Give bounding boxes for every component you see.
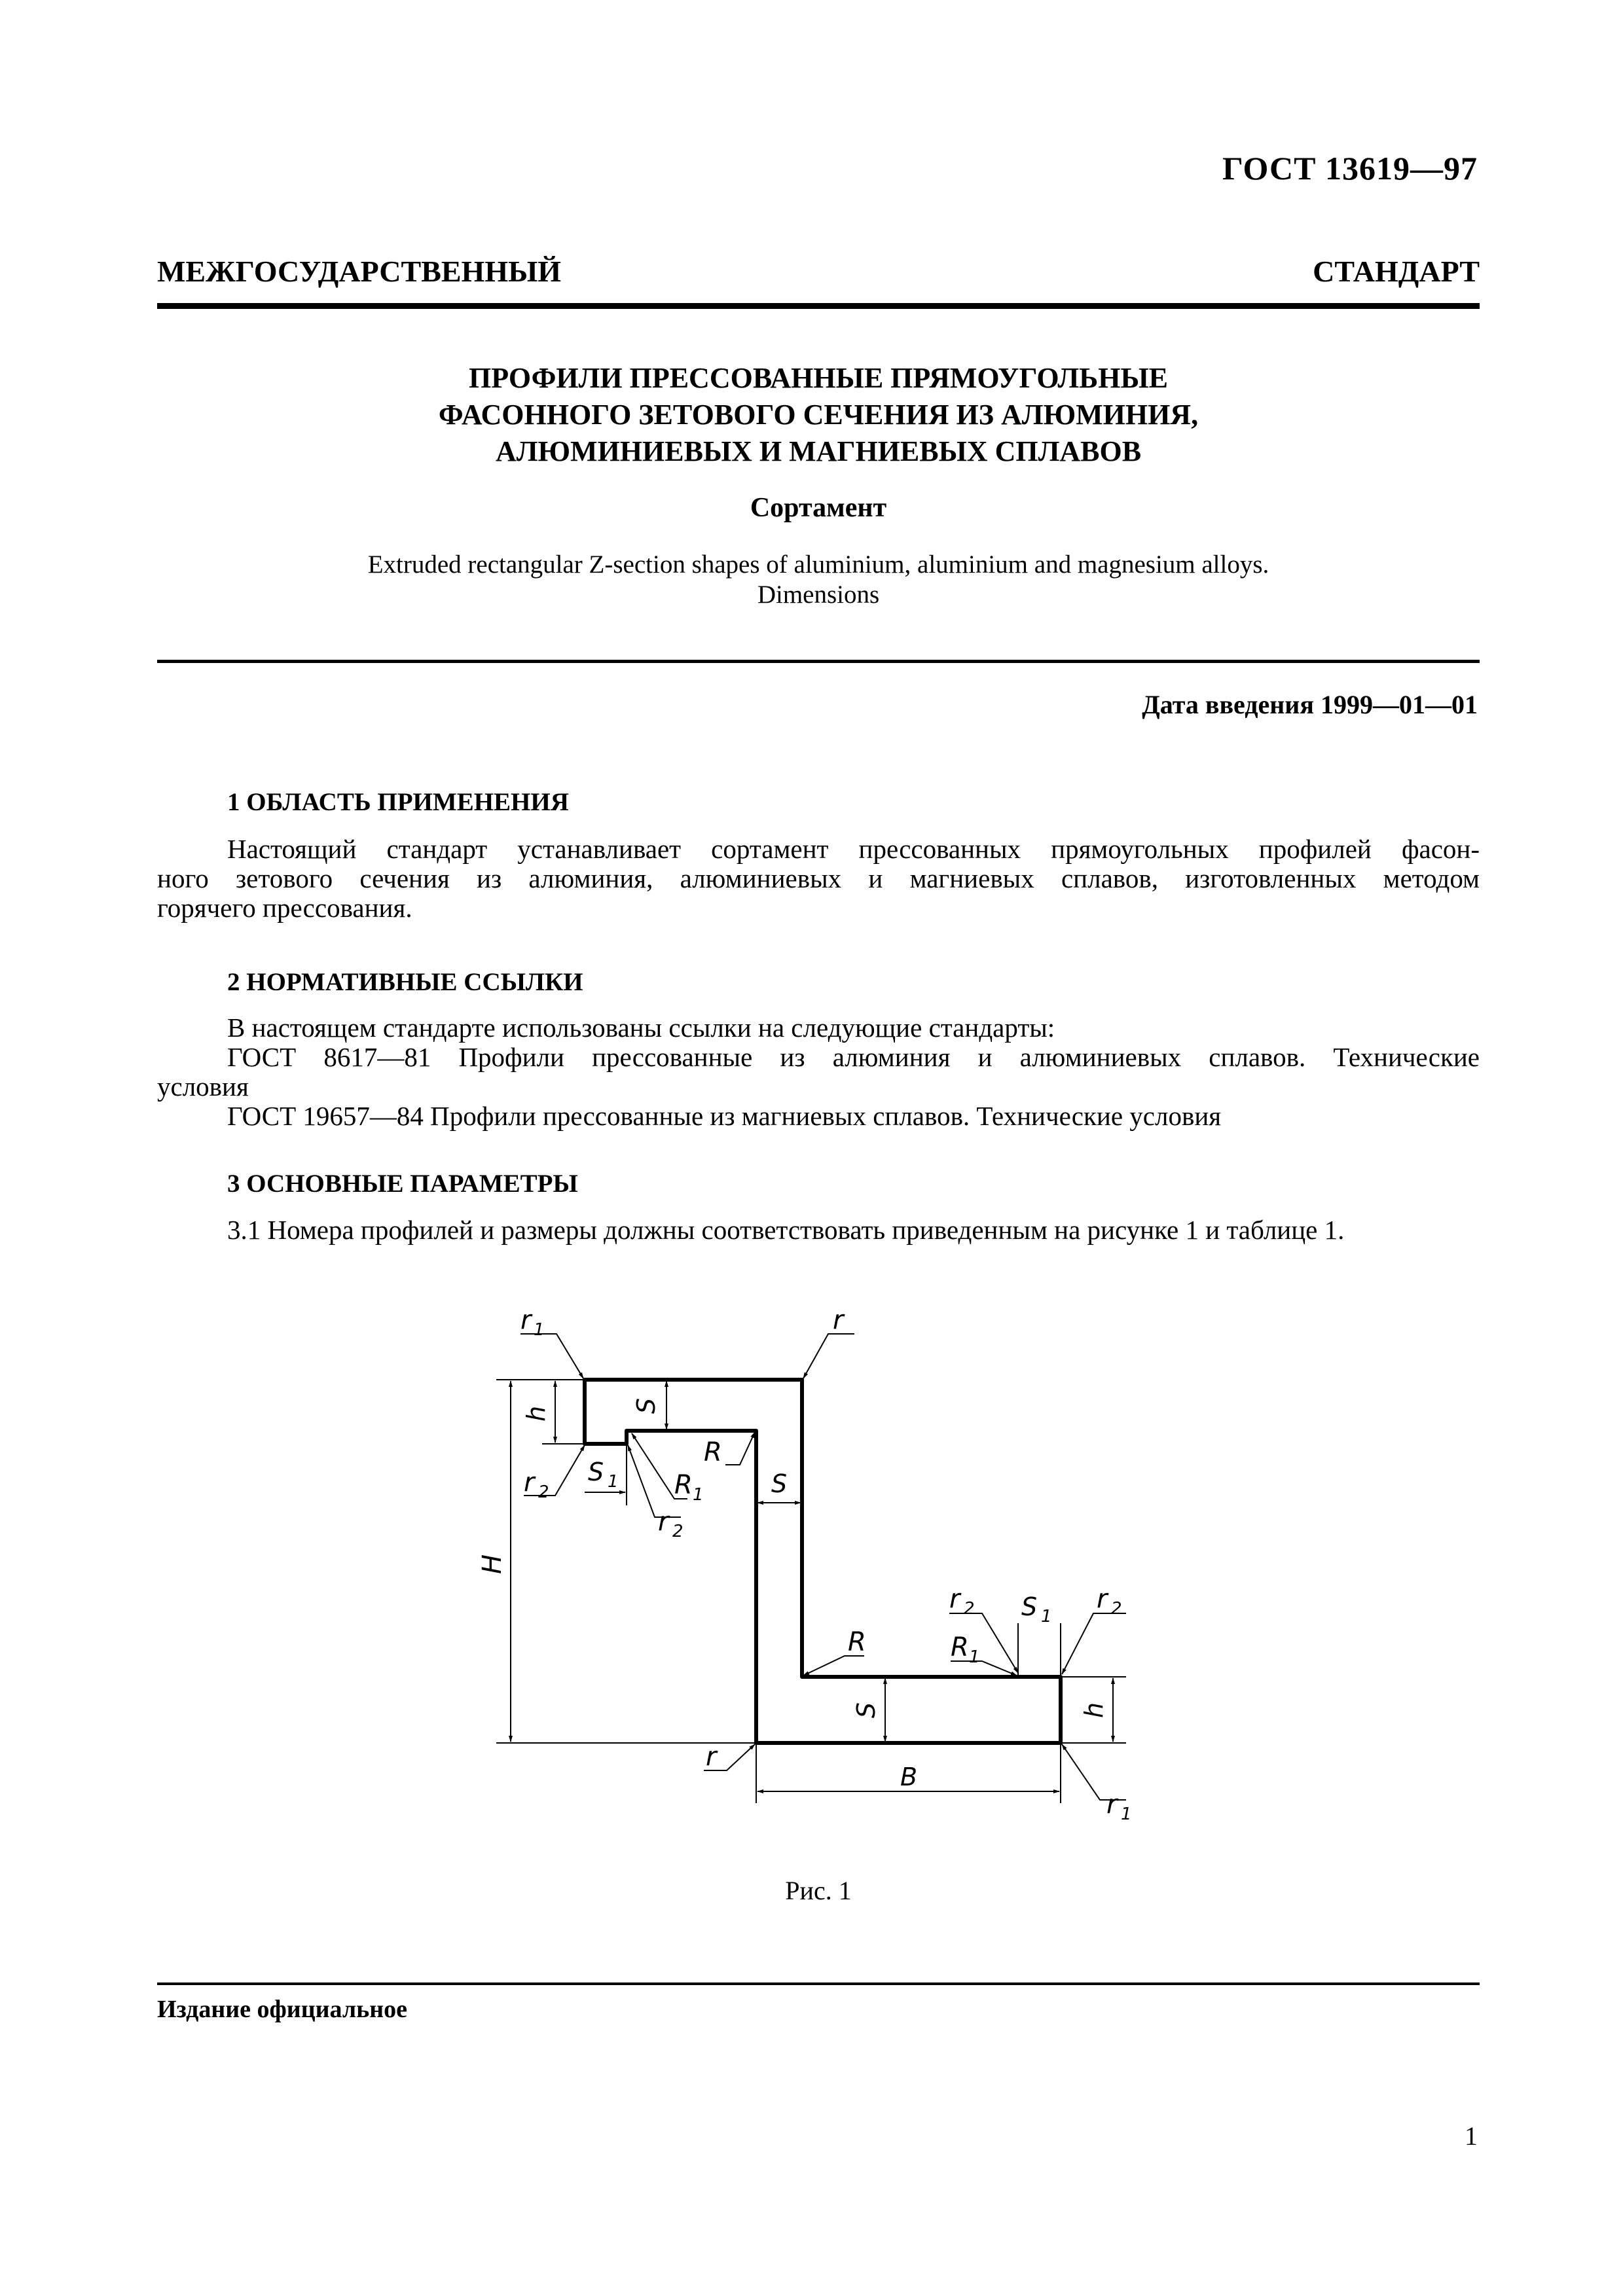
parameters-paragraph bbox=[157, 1215, 1480, 1245]
svg-text:1: 1 bbox=[1041, 1607, 1052, 1626]
title-rule bbox=[157, 660, 1480, 663]
svg-text:1: 1 bbox=[608, 1472, 619, 1492]
label-r1-bottom: r bbox=[1106, 1789, 1118, 1820]
standard-type-heading: МЕЖГОСУДАРСТВЕННЫЙ СТАНДАРТ bbox=[157, 255, 1480, 288]
label-r2-left: r bbox=[524, 1467, 535, 1498]
scope-paragraph bbox=[157, 834, 1480, 923]
label-s-web: S bbox=[771, 1469, 788, 1498]
leader-R1-bottom bbox=[951, 1661, 1017, 1676]
svg-text:2: 2 bbox=[964, 1599, 975, 1619]
paragraph-line: ного зетового сечения из алюминия, алюминиевых и магниевых сплавов, изготовленных методом bbox=[157, 863, 1480, 893]
label-s1-top: S bbox=[588, 1458, 604, 1486]
profile-outline bbox=[585, 1380, 1061, 1743]
label-r2-right: r bbox=[1097, 1584, 1108, 1614]
label-r1-top: r bbox=[520, 1305, 532, 1335]
svg-text:2: 2 bbox=[1111, 1599, 1122, 1619]
label-R-bottom: R bbox=[848, 1627, 866, 1657]
title-line: АЛЮМИНИЕВЫХ И МАГНИЕВЫХ СПЛАВОВ bbox=[495, 435, 1142, 467]
official-edition-note: Издание официальное bbox=[157, 1996, 408, 2023]
dimension-s1-bottom bbox=[1018, 1623, 1061, 1676]
section-heading-references: 2 НОРМАТИВНЫЕ ССЫЛКИ bbox=[227, 968, 583, 996]
paragraph-line: Настоящий стандарт устанавливает сортамент прессованных прямоугольных профилей фасон- bbox=[227, 834, 1480, 864]
label-r-bottom: r bbox=[706, 1742, 717, 1772]
document-number: ГОСТ 13619—97 bbox=[1222, 150, 1478, 187]
label-R1-top: R bbox=[674, 1470, 693, 1500]
page-number: 1 bbox=[1465, 2121, 1478, 2151]
header-rule bbox=[157, 303, 1480, 309]
label-H: H bbox=[477, 1554, 507, 1575]
z-profile-drawing bbox=[458, 1283, 1192, 1824]
section-heading-scope: 1 ОБЛАСТЬ ПРИМЕНЕНИЯ bbox=[227, 788, 569, 816]
paragraph-line: горячего прессования. bbox=[157, 893, 412, 923]
label-h-bottom: h bbox=[1080, 1702, 1108, 1719]
english-title bbox=[157, 550, 1480, 610]
title-line: ПРОФИЛИ ПРЕССОВАННЫЕ ПРЯМОУГОЛЬНЫЕ bbox=[468, 362, 1169, 394]
leader-R-top bbox=[725, 1432, 755, 1465]
label-s-top: S bbox=[632, 1397, 661, 1414]
label-B: B bbox=[900, 1763, 918, 1791]
label-R-top: R bbox=[704, 1437, 722, 1467]
leader-r2-inner bbox=[628, 1445, 681, 1517]
references-paragraph bbox=[157, 1013, 1480, 1131]
label-s1-bottom: S bbox=[1021, 1592, 1038, 1621]
svg-text:1: 1 bbox=[969, 1647, 980, 1667]
paragraph-line: 3.1 Номера профилей и размеры должны соответствовать приведенным на рисунке 1 и таблице 1. bbox=[227, 1215, 1345, 1245]
leader-r2-right bbox=[1062, 1613, 1126, 1674]
leader-r-top bbox=[803, 1334, 854, 1378]
document-title bbox=[157, 360, 1480, 470]
english-title-line: Dimensions bbox=[757, 581, 880, 609]
svg-text:1: 1 bbox=[534, 1320, 545, 1340]
svg-text:1: 1 bbox=[1121, 1804, 1132, 1824]
reference-item: ГОСТ 8617—81 Профили прессованные из алюминия и алюминиевых сплавов. Технические bbox=[227, 1042, 1480, 1072]
label-s-bottom: S bbox=[852, 1702, 881, 1719]
label-R1-bottom: R bbox=[951, 1632, 969, 1662]
svg-text:2: 2 bbox=[538, 1482, 549, 1502]
svg-text:2: 2 bbox=[672, 1522, 684, 1541]
figure-caption: Рис. 1 bbox=[785, 1876, 852, 1905]
label-r-top: r bbox=[833, 1305, 844, 1335]
label-r2-inner: r bbox=[658, 1507, 669, 1537]
paragraph-line: В настоящем стандарте использованы ссылки на следующие стандарты: bbox=[227, 1013, 1055, 1043]
label-r2-bottom: r bbox=[949, 1584, 960, 1614]
introduction-date: Дата введения 1999—01—01 bbox=[1142, 690, 1478, 719]
leader-R-bottom bbox=[803, 1656, 864, 1676]
reference-item: ГОСТ 19657—84 Профили прессованные из магниевых сплавов. Технические условия bbox=[227, 1101, 1222, 1131]
footer-rule bbox=[157, 1982, 1480, 1985]
title-line: ФАСОННОГО ЗЕТОВОГО СЕЧЕНИЯ ИЗ АЛЮМИНИЯ, bbox=[438, 399, 1199, 431]
english-title-line: Extruded rectangular Z-section shapes of aluminium, aluminium and magnesium alloys. bbox=[367, 550, 1269, 579]
document-subtitle: Сортамент bbox=[750, 493, 887, 523]
section-heading-parameters: 3 ОСНОВНЫЕ ПАРАМЕТРЫ bbox=[227, 1170, 578, 1198]
leader-r1-top bbox=[520, 1334, 583, 1378]
svg-text:1: 1 bbox=[693, 1485, 704, 1505]
reference-item-continuation: условия bbox=[157, 1071, 249, 1102]
label-h-top: h bbox=[522, 1405, 551, 1422]
